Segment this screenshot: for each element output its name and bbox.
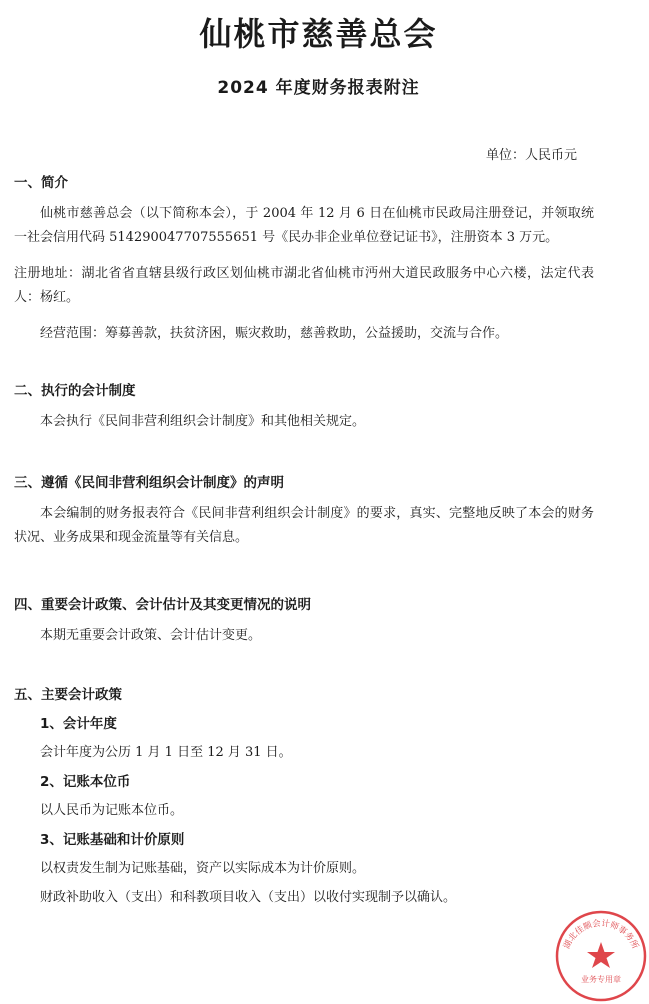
official-seal [553,908,649,1004]
section-heading-intro: 一、简介 [14,175,68,191]
subheading-functional-currency: 2、记账本位币 [40,774,131,790]
section-heading-policy-changes: 四、重要会计政策、会计估计及其变更情况的说明 [14,597,311,613]
document-title: 仙桃市慈善总会 [199,15,438,53]
section-heading-main-policies: 五、主要会计政策 [14,687,122,703]
intro-paragraph-3: 经营范围：筹募善款，扶贫济困，赈灾救助，慈善救助，公益援助，交流与合作。 [40,326,509,341]
seal-center-text: 业务专用章 [581,975,621,984]
subheading-accounting-basis: 3、记账基础和计价原则 [40,832,185,848]
functional-currency-text: 以人民币为记账本位币。 [40,803,184,818]
subheading-fiscal-year: 1、会计年度 [40,716,117,732]
currency-unit: 单位：人民币元 [485,148,577,163]
seal-star-icon [587,942,615,968]
accounting-basis-text-1: 以权责发生制为记账基础，资产以实际成本为计价原则。 [40,861,366,876]
intro-paragraph-2: 注册地址：湖北省省直辖县级行政区划仙桃市湖北省仙桃市沔州大道民政服务中心六楼，法定代表人：杨红。 [14,266,594,305]
accounting-system-paragraph: 本会执行《民间非营利组织会计制度》和其他相关规定。 [40,414,366,429]
intro-paragraph-1: 仙桃市慈善总会（以下简称本会），于 2004 年 12 月 6 日在仙桃市民政局注册登记，并领取统一社会信用代码 514290047707555651 号《民办非企业单位登记证书》，注册资本 3 万元。 [14,206,594,245]
seal-ring-text: 湖北佳顺会计师事务所 [562,918,640,951]
fiscal-year-text: 会计年度为公历 1 月 1 日至 12 月 31 日。 [40,745,292,760]
document-subtitle: 2024 年度财务报表附注 [217,78,420,98]
section-heading-compliance-statement: 三、遵循《民间非营利组织会计制度》的声明 [14,475,284,491]
policy-changes-paragraph: 本期无重要会计政策、会计估计变更。 [40,628,262,643]
compliance-statement-paragraph: 本会编制的财务报表符合《民间非营利组织会计制度》的要求，真实、完整地反映了本会的财务状况、业务成果和现金流量等有关信息。 [14,506,594,545]
accounting-basis-text-2: 财政补助收入（支出）和科教项目收入（支出）以收付实现制予以确认。 [40,890,457,905]
section-heading-accounting-system: 二、执行的会计制度 [14,383,136,399]
